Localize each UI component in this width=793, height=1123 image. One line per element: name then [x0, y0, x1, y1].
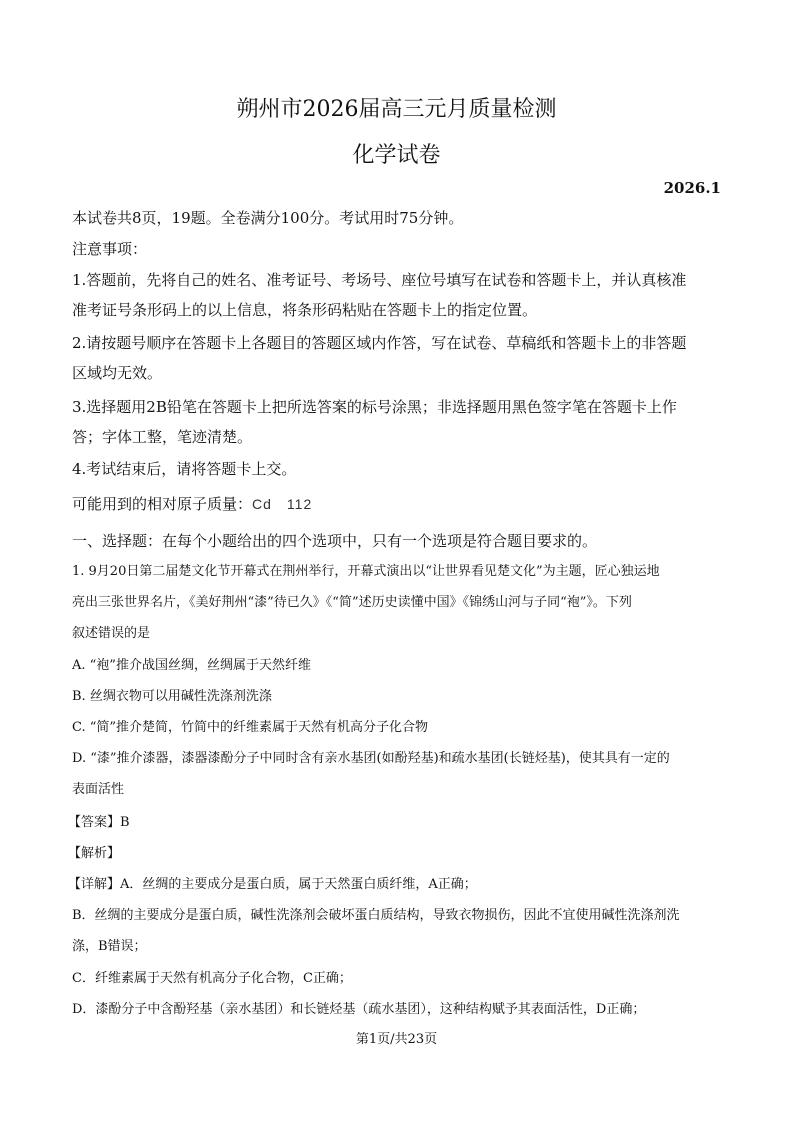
- notice-item-3-line-1: 3.选择题用2B铅笔在答题卡上把所选答案的标号涂黑；非选择题用黑色签字笔在答题卡上作: [72, 398, 677, 416]
- atomic-mass-value: Cd 112: [252, 496, 313, 512]
- option-a: A. “袍”推介战国丝绸，丝绸属于天然纤维: [72, 658, 311, 673]
- question-1-line-1: 1. 9月20日第二届楚文化节开幕式在荆州举行，开幕式演出以“让世界看见楚文化”为主题，匠心独运地: [72, 564, 660, 579]
- analysis-label: 【解析】: [68, 846, 121, 861]
- option-d-line-1: D. “漆”推介漆器，漆器漆酚分子中同时含有亲水基团(如酚羟基)和疏水基团(长链烃基)，使其具有一定的: [72, 751, 670, 766]
- option-b: B. 丝绸衣物可以用碱性洗涤剂洗涤: [72, 689, 272, 704]
- question-1-line-2: 亮出三张世界名片，《美好荆州“漆”待已久》《“简”述历史读懂中国》《锦绣山河与子同“袍”》。下列: [72, 595, 632, 610]
- question-1-line-3: 叙述错误的是: [72, 626, 151, 641]
- detail-a: 【详解】A．丝绸的主要成分是蛋白质，属于天然蛋白质纤维，A正确；: [68, 877, 477, 892]
- notice-item-3-line-2: 答；字体工整，笔迹清楚。: [72, 428, 253, 446]
- exam-title: 朔州市2026届高三元月质量检测: [236, 97, 557, 122]
- detail-b-line-2: 涤，B错误；: [72, 939, 147, 954]
- exam-subtitle: 化学试卷: [352, 143, 441, 168]
- notice-heading: 注意事项：: [72, 240, 148, 258]
- notice-item-1-line-1: 1.答题前，先将自己的姓名、准考证号、考场号、座位号填写在试卷和答题卡上，并认真核准: [72, 271, 687, 289]
- notice-item-2-line-1: 2.请按题号顺序在答题卡上各题目的答题区域内作答，写在试卷、草稿纸和答题卡上的非答题: [72, 334, 687, 352]
- answer-label: 【答案】B: [68, 815, 130, 830]
- notice-item-2-line-2: 区域均无效。: [72, 364, 163, 382]
- detail-d: D．漆酚分子中含酚羟基（亲水基团）和长链烃基（疏水基团），这种结构赋予其表面活性，D正确；: [72, 1002, 646, 1017]
- detail-b-line-1: B．丝绸的主要成分是蛋白质，碱性洗涤剂会破坏蛋白质结构，导致衣物损伤，因此不宜使用碱性洗涤剂洗: [72, 908, 680, 923]
- atomic-mass-label: 可能用到的相对原子质量：: [72, 495, 253, 513]
- intro-text: 本试卷共8页，19题。全卷满分100分。考试用时75分钟。: [72, 209, 464, 227]
- notice-item-1-line-2: 准考证号条形码上的以上信息，将条形码粘贴在答题卡上的指定位置。: [72, 301, 538, 319]
- page-footer: 第1页/共23页: [355, 1032, 438, 1047]
- exam-date: 2026.1: [663, 179, 721, 197]
- option-c: C. “简”推介楚简，竹简中的纤维素属于天然有机高分子化合物: [72, 720, 429, 735]
- notice-item-4: 4.考试结束后，请将答题卡上交。: [72, 460, 297, 478]
- section-1-heading: 一、选择题：在每个小题给出的四个选项中，只有一个选项是符合题目要求的。: [72, 532, 598, 550]
- option-d-line-2: 表面活性: [72, 782, 125, 797]
- detail-c: C．纤维素属于天然有机高分子化合物，C正确；: [72, 971, 352, 986]
- atomic-mass-line: [72, 494, 312, 514]
